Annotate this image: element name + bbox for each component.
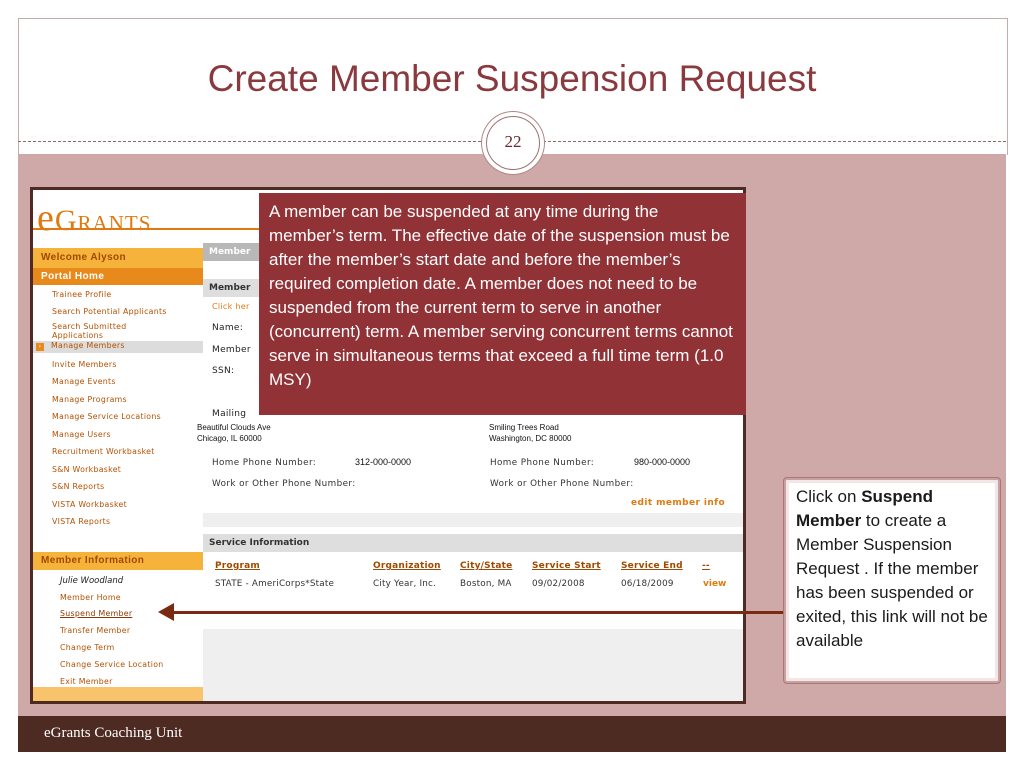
sidebar xyxy=(33,242,203,704)
arrow-right-icon: › xyxy=(36,343,44,351)
egrants-logo: eGrants xyxy=(37,197,152,239)
sidebar-invite-members[interactable]: Invite Members xyxy=(52,360,117,369)
sidebar-transfer-member[interactable]: Transfer Member xyxy=(60,626,131,635)
logo-underline xyxy=(33,228,263,230)
th-actions: -- xyxy=(702,561,710,571)
td-organization: City Year, Inc. xyxy=(373,579,437,589)
arrow-left-icon xyxy=(158,603,174,621)
sidebar-member-information: Member Information xyxy=(33,552,203,570)
content-separator xyxy=(203,513,746,527)
sidebar-portal-home[interactable]: Portal Home xyxy=(33,268,203,285)
work-phone-label-left: Work or Other Phone Number: xyxy=(212,479,356,489)
sidebar-manage-users[interactable]: Manage Users xyxy=(52,430,111,439)
view-link[interactable]: view xyxy=(703,579,727,589)
ssn-label: SSN: xyxy=(212,366,235,376)
sidebar-sn-reports[interactable]: S&N Reports xyxy=(52,482,105,491)
home-phone-value-right: 980-000-0000 xyxy=(634,457,691,467)
td-city-state: Boston, MA xyxy=(460,579,512,589)
page-number-badge xyxy=(486,116,540,170)
sidebar-suspend-member[interactable]: Suspend Member xyxy=(60,609,133,618)
note-prefix: Click on xyxy=(796,487,862,506)
sidebar-member-home[interactable]: Member Home xyxy=(60,593,121,602)
sidebar-manage-members-label: Manage Members xyxy=(51,341,125,350)
sidebar-manage-programs[interactable]: Manage Programs xyxy=(52,395,127,404)
th-service-start[interactable]: Service Start xyxy=(532,561,601,571)
td-service-start: 09/02/2008 xyxy=(532,579,585,589)
sidebar-change-term[interactable]: Change Term xyxy=(60,643,115,652)
sidebar-vista-reports[interactable]: VISTA Reports xyxy=(52,517,111,526)
home-address-line1: Smiling Trees Road xyxy=(489,423,559,432)
mailing-address-line2: Chicago, IL 60000 xyxy=(197,434,262,443)
th-organization[interactable]: Organization xyxy=(373,561,441,571)
slide-title: Create Member Suspension Request xyxy=(207,58,817,99)
th-program[interactable]: Program xyxy=(215,561,260,571)
sidebar-manage-members[interactable] xyxy=(33,341,203,353)
page-number: 22 xyxy=(504,132,522,151)
sidebar-applications[interactable]: Applications xyxy=(52,331,104,340)
td-service-end: 06/18/2009 xyxy=(621,579,674,589)
mailing-address-line1: Beautiful Clouds Ave xyxy=(197,423,271,432)
th-city-state[interactable]: City/State xyxy=(460,561,513,571)
mailing-label: Mailing xyxy=(212,409,247,419)
suspension-rules-callout: A member can be suspended at any time during the member’s term. The effective date of the suspension must be after the member’s start date and before the member’s required completion date. A member does not need to be suspended from the current term to serve in another (concurrent) term. A member serving concurrent terms cannot serve in simultaneous terms that exceed a full time term (1.0 MSY) xyxy=(259,193,746,415)
footer-text: eGrants Coaching Unit xyxy=(44,725,183,741)
pointer-arrow-line xyxy=(170,611,786,614)
sidebar-manage-events[interactable]: Manage Events xyxy=(52,377,116,386)
service-info-bar: Service Information xyxy=(203,534,746,552)
sidebar-vista-workbasket[interactable]: VISTA Workbasket xyxy=(52,500,127,509)
sidebar-footer-bar xyxy=(33,687,203,704)
work-phone-label-right: Work or Other Phone Number: xyxy=(490,479,634,489)
sidebar-exit-member[interactable]: Exit Member xyxy=(60,677,113,686)
sidebar-welcome: Welcome Alyson xyxy=(33,248,203,268)
slide-footer xyxy=(18,716,1006,752)
note-suffix: to create a Member Suspension Request . If the member has been suspended or exited, this link will not be available xyxy=(796,511,988,650)
home-phone-value-left: 312-000-0000 xyxy=(355,457,412,467)
edit-member-info-link[interactable]: edit member info xyxy=(631,498,726,508)
sidebar-sn-workbasket[interactable]: S&N Workbasket xyxy=(52,465,122,474)
sidebar-change-service-location[interactable]: Change Service Location xyxy=(60,660,164,669)
content-footer-area xyxy=(203,629,746,704)
home-phone-label-left: Home Phone Number: xyxy=(212,458,317,468)
content-top-bar: Member xyxy=(203,243,746,261)
sidebar-search-submitted[interactable]: Search Submitted xyxy=(52,322,127,331)
sidebar-recruitment-workbasket[interactable]: Recruitment Workbasket xyxy=(52,447,155,456)
name-label: Name: xyxy=(212,323,244,333)
note-bold: Suspend Member xyxy=(796,487,933,530)
home-phone-label-right: Home Phone Number: xyxy=(490,458,595,468)
click-here-link[interactable]: Click her xyxy=(212,302,250,311)
instruction-note xyxy=(784,478,1000,683)
sidebar-manage-service-locations[interactable]: Manage Service Locations xyxy=(52,412,161,421)
member-label: Member xyxy=(212,345,251,355)
sidebar-trainee-profile[interactable]: Trainee Profile xyxy=(52,290,112,299)
member-section-bar: Member xyxy=(203,279,746,297)
home-address-line2: Washington, DC 80000 xyxy=(489,434,572,443)
member-name: Julie Woodland xyxy=(60,576,124,586)
td-program: STATE - AmeriCorps*State xyxy=(215,579,335,589)
sidebar-search-potential-applicants[interactable]: Search Potential Applicants xyxy=(52,307,167,316)
th-service-end[interactable]: Service End xyxy=(621,561,683,571)
